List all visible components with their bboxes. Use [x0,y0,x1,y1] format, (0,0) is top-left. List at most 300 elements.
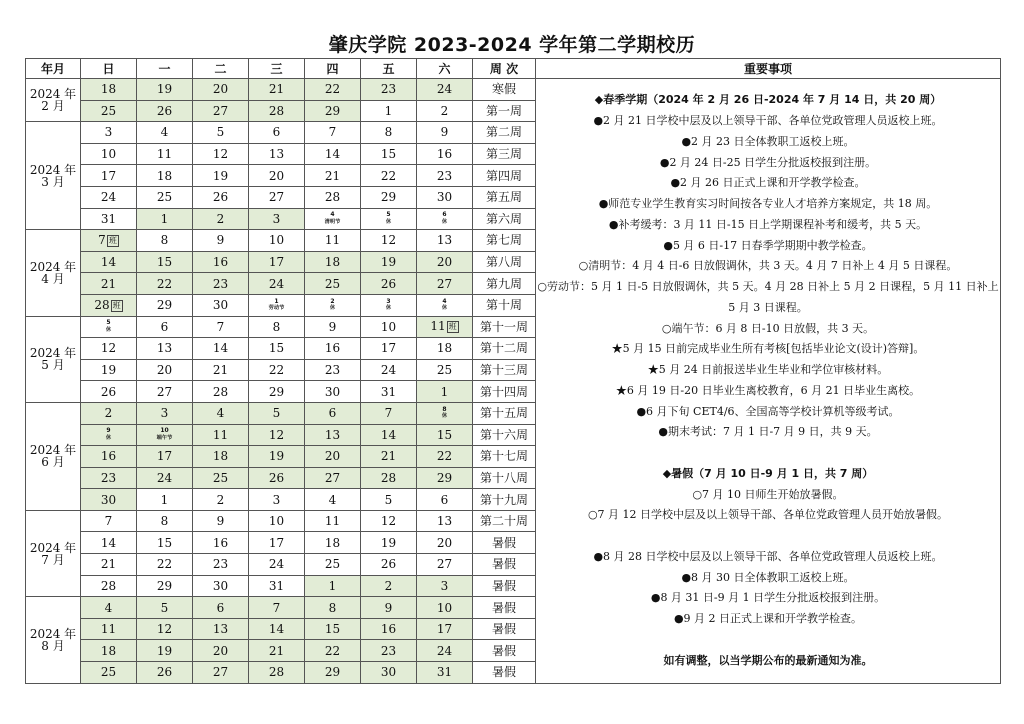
day-cell-thu [305,575,361,597]
day-number: 2 [384,578,393,593]
day-cell-sat [417,381,473,403]
day-cell-wed [249,424,305,446]
day-number: 22 [156,276,173,291]
day-cell-wed [249,251,305,273]
day-cell-mon [137,424,193,446]
day-number: 27 [212,103,229,118]
day-number: 10 [268,233,285,248]
month-label-line: 2024 年 [29,443,77,458]
day-number: 24 [380,363,397,378]
day-cell-wed [249,662,305,684]
day-cell-tue [193,100,249,122]
day-cell-sat [417,143,473,165]
event-item: ●师范专业学生教育实习时间按各专业人才培养方案规定，共 18 周。 [598,197,938,211]
day-number: 18 [100,643,117,658]
day-number: 30 [212,578,229,593]
event-spacer [536,526,1000,547]
day-number: 16 [212,255,229,270]
day-cell-thu [305,186,361,208]
day-cell-fri [361,446,417,468]
day-cell-mon [137,186,193,208]
event-item: ●5 月 6 日-17 日春季学期期中教学检查。 [663,238,873,252]
day-cell-wed [249,338,305,360]
day-cell-sun [81,338,137,360]
day-number: 25 [324,276,341,291]
day-number: 9 [106,427,111,435]
day-number: 11 [212,427,229,442]
day-number: 11 [100,622,117,637]
day-number: 10 [380,319,397,334]
day-number: 19 [380,535,397,550]
day-cell-sun [81,165,137,187]
day-number: 25 [156,190,173,205]
day-number: 17 [436,622,453,637]
day-cell-wed [249,208,305,230]
holiday-label: 休 [105,435,112,441]
day-number: 1 [328,578,337,593]
day-cell-tue [193,230,249,252]
day-cell-sat [417,618,473,640]
makeup-day-badge: 班 [448,322,457,332]
event-item: ●9 月 2 日正式上课和开学教学检查。 [673,612,863,626]
day-cell-sun [81,79,137,101]
page-title: 肇庆学院 2023-2024 学年第二学期校历 [328,34,696,56]
event-item: ○7 月 10 日师生开始放暑假。 [692,487,844,501]
day-number: 2 [216,211,225,226]
day-number: 29 [324,665,341,680]
day-number: 8 [328,600,337,615]
day-number: 10 [100,147,117,162]
day-number: 17 [100,168,117,183]
day-number: 22 [380,168,397,183]
header-mon: 一 [137,59,193,79]
day-cell-wed [249,532,305,554]
month-label-line: 2024 年 [29,87,77,102]
day-cell-mon [137,338,193,360]
day-number: 19 [100,363,117,378]
day-cell-wed [249,230,305,252]
day-cell-sat [417,467,473,489]
day-cell-tue [193,122,249,144]
day-cell-sun [81,532,137,554]
day-cell-sat [417,273,473,295]
day-cell-sun [81,424,137,446]
week-label: 第六周 [473,208,536,230]
day-number: 23 [380,82,397,97]
day-cell-mon [137,467,193,489]
day-number: 26 [156,103,173,118]
event-item: ●8 月 30 日全体教职工返校上班。 [681,570,855,584]
day-cell-thu [305,640,361,662]
day-number: 15 [436,427,453,442]
day-cell-thu [305,381,361,403]
day-cell-fri [361,79,417,101]
day-cell-mon [137,446,193,468]
day-cell-fri [361,165,417,187]
day-cell-thu [305,208,361,230]
day-number: 1 [274,297,279,305]
day-number: 31 [436,665,453,680]
day-cell-fri [361,467,417,489]
header-tue: 二 [193,59,249,79]
holiday-label: 清明节 [324,219,341,225]
day-number: 15 [156,255,173,270]
day-cell-tue [193,186,249,208]
day-cell-tue [193,532,249,554]
day-number: 5 [386,211,391,219]
event-item: ○劳动节：5 月 1 日-5 日放假调休，共 5 天。4 月 28 日补上 5 月 2 日课程，5 月 11 日补上 5 月 3 日课程。 [537,280,999,314]
day-cell-sat [417,489,473,511]
day-cell-thu [305,489,361,511]
day-number: 9 [216,233,225,248]
day-cell-fri [361,273,417,295]
day-number: 10 [160,427,169,435]
day-cell-sat [417,554,473,576]
week-label: 第十九周 [473,489,536,511]
day-cell-wed [249,640,305,662]
week-label: 第二十周 [473,510,536,532]
day-number: 1 [160,211,169,226]
holiday-label: 休 [105,327,112,333]
day-number: 17 [380,341,397,356]
month-label-line: 2 月 [41,99,65,114]
day-cell-thu [305,597,361,619]
day-number: 6 [440,492,449,507]
day-cell-tue [193,640,249,662]
day-number: 12 [268,427,285,442]
day-cell-sun [81,251,137,273]
day-number: 7 [98,232,106,247]
day-cell-fri [361,251,417,273]
day-cell-thu [305,532,361,554]
day-number: 31 [380,384,397,399]
day-number: 6 [442,211,447,219]
day-cell-sat [417,79,473,101]
month-label-line: 3 月 [41,174,65,189]
day-cell-sun [81,208,137,230]
makeup-day-badge: 班 [108,235,117,245]
day-number: 20 [436,535,453,550]
week-label: 暑假 [473,554,536,576]
week-label: 暑假 [473,532,536,554]
day-cell-tue [193,467,249,489]
day-number: 21 [268,82,285,97]
day-number: 25 [212,470,229,485]
day-number: 11 [430,319,446,334]
day-cell-thu [305,79,361,101]
week-label: 第八周 [473,251,536,273]
day-cell-fri [361,143,417,165]
day-number: 14 [212,341,229,356]
day-number: 29 [156,578,173,593]
day-number: 4 [442,297,447,305]
day-number: 29 [324,103,341,118]
month-label-line: 7 月 [41,552,65,567]
month-label [26,122,81,230]
day-number: 28 [212,384,229,399]
day-cell-thu [305,402,361,424]
day-number: 30 [436,190,453,205]
day-number: 24 [436,643,453,658]
day-number: 15 [380,147,397,162]
day-cell-thu [305,165,361,187]
day-cell-wed [249,273,305,295]
event-item: ★5 月 15 日前完成毕业生所有考核[包括毕业论文(设计)答辩]。 [611,342,925,356]
day-cell-wed [249,446,305,468]
holiday-label: 休 [385,305,392,312]
day-cell-sun [81,381,137,403]
day-number: 6 [272,125,281,140]
holiday-label: 休 [441,219,448,225]
day-number: 16 [380,622,397,637]
day-cell-sun [81,273,137,295]
day-cell-wed [249,79,305,101]
day-number: 14 [100,255,117,270]
events-panel [536,79,1001,684]
day-number: 22 [324,643,341,658]
day-cell-sun [81,597,137,619]
day-cell-sat [417,597,473,619]
event-item: ●2 月 21 日学校中层及以上领导干部、各单位党政管理人员返校上班。 [593,114,943,128]
day-number: 24 [268,557,285,572]
day-number: 26 [268,470,285,485]
day-number: 25 [100,665,117,680]
day-cell-mon [137,79,193,101]
day-number: 21 [212,363,229,378]
day-cell-mon [137,662,193,684]
day-cell-sat [417,251,473,273]
day-number: 8 [160,233,169,248]
day-cell-mon [137,143,193,165]
day-cell-thu [305,143,361,165]
day-number: 4 [104,600,113,615]
day-number: 28 [268,103,285,118]
day-cell-tue [193,575,249,597]
day-number: 30 [380,665,397,680]
day-cell-sat [417,208,473,230]
day-cell-sun [81,230,137,252]
day-number: 18 [324,255,341,270]
day-cell-wed [249,597,305,619]
day-cell-fri [361,294,417,316]
day-number: 5 [160,600,169,615]
day-number: 2 [104,406,113,421]
day-number: 23 [324,363,341,378]
header-thu: 四 [305,59,361,79]
event-item: ●6 月下旬 CET4/6、全国高等学校计算机等级考试。 [636,404,900,418]
day-number: 23 [212,276,229,291]
day-number: 6 [328,406,337,421]
day-number: 7 [272,600,281,615]
school-calendar-table [25,58,1001,684]
day-cell-fri [361,532,417,554]
day-cell-sun [81,467,137,489]
day-cell-sun [81,294,137,316]
day-cell-fri [361,510,417,532]
event-item: ●2 月 24 日-25 日学生分批返校报到注册。 [659,155,877,169]
day-number: 9 [216,514,225,529]
day-cell-wed [249,402,305,424]
day-number: 3 [272,211,281,226]
day-cell-mon [137,575,193,597]
day-number: 11 [324,514,341,529]
day-cell-wed [249,316,305,338]
day-cell-tue [193,359,249,381]
day-number: 4 [160,125,169,140]
holiday-label: 休 [441,305,448,312]
day-number: 22 [156,557,173,572]
day-cell-tue [193,79,249,101]
day-number: 13 [436,514,453,529]
day-cell-thu [305,618,361,640]
day-number: 15 [156,535,173,550]
day-cell-tue [193,273,249,295]
day-number: 31 [100,211,117,226]
day-cell-fri [361,489,417,511]
day-cell-wed [249,143,305,165]
day-number: 3 [440,578,449,593]
day-cell-thu [305,662,361,684]
day-cell-thu [305,294,361,316]
day-cell-sun [81,122,137,144]
day-cell-sun [81,618,137,640]
day-cell-sun [81,402,137,424]
day-cell-fri [361,230,417,252]
day-number: 29 [380,190,397,205]
header-week: 周 次 [473,59,536,79]
week-label: 第十周 [473,294,536,316]
day-cell-wed [249,554,305,576]
month-label [26,402,81,510]
day-cell-tue [193,143,249,165]
day-number: 11 [324,233,341,248]
event-item: ●8 月 28 日学校中层及以上领导干部、各单位党政管理人员返校上班。 [593,549,943,563]
day-number: 7 [216,319,225,334]
day-cell-fri [361,575,417,597]
day-cell-sat [417,122,473,144]
day-cell-sat [417,338,473,360]
day-cell-wed [249,186,305,208]
month-label-line: 2024 年 [29,259,77,274]
day-cell-mon [137,316,193,338]
holiday-label: 休 [441,413,448,420]
week-label: 暑假 [473,597,536,619]
day-cell-fri [361,359,417,381]
day-cell-thu [305,230,361,252]
day-number: 9 [328,319,337,334]
day-cell-sat [417,532,473,554]
event-item: ●补考缓考：3 月 11 日-15 日上学期课程补考和缓考，共 5 天。 [608,217,928,231]
day-cell-fri [361,424,417,446]
day-cell-fri [361,662,417,684]
day-number: 28 [94,297,110,312]
day-cell-sat [417,186,473,208]
event-item: ○7 月 12 日学校中层及以上领导干部、各单位党政管理人员开始放暑假。 [587,508,949,522]
day-number: 18 [156,168,173,183]
day-number: 18 [100,82,117,97]
day-cell-wed [249,100,305,122]
day-number: 8 [160,514,169,529]
day-number: 10 [436,600,453,615]
day-cell-tue [193,208,249,230]
week-label: 暑假 [473,662,536,684]
day-number: 28 [380,470,397,485]
day-number: 29 [268,384,285,399]
day-number: 1 [384,103,393,118]
day-number: 16 [436,147,453,162]
week-label: 第五周 [473,186,536,208]
day-cell-mon [137,554,193,576]
day-cell-mon [137,640,193,662]
day-number: 22 [436,449,453,464]
day-cell-thu [305,467,361,489]
day-cell-fri [361,618,417,640]
day-cell-thu [305,273,361,295]
day-cell-wed [249,122,305,144]
day-cell-fri [361,597,417,619]
header-wed: 三 [249,59,305,79]
day-cell-tue [193,510,249,532]
day-number: 20 [324,449,341,464]
day-cell-mon [137,489,193,511]
day-cell-thu [305,100,361,122]
day-cell-wed [249,294,305,316]
day-number: 21 [380,449,397,464]
day-number: 2 [330,297,335,305]
week-label: 第四周 [473,165,536,187]
day-cell-fri [361,100,417,122]
event-item: ●2 月 26 日正式上课和开学教学检查。 [670,176,866,190]
day-number: 12 [100,341,117,356]
day-cell-sat [417,446,473,468]
day-number: 3 [272,492,281,507]
week-label: 暑假 [473,618,536,640]
day-number: 13 [436,233,453,248]
day-number: 28 [324,190,341,205]
day-cell-wed [249,575,305,597]
holiday-label: 休 [329,305,336,312]
week-label: 第七周 [473,230,536,252]
day-number: 8 [384,125,393,140]
day-cell-sun [81,100,137,122]
header-row [26,59,1001,79]
day-number: 1 [440,384,449,399]
holiday-label: 劳动节 [268,305,285,312]
makeup-day-badge: 班 [112,300,121,310]
day-number: 17 [268,535,285,550]
day-number: 19 [380,255,397,270]
day-number: 20 [212,82,229,97]
day-number: 27 [436,557,453,572]
day-number: 21 [100,557,117,572]
day-cell-mon [137,294,193,316]
day-number: 4 [328,492,337,507]
day-number: 26 [100,384,117,399]
month-label [26,316,81,402]
holiday-label: 休 [385,219,392,225]
day-cell-sat [417,165,473,187]
day-cell-wed [249,618,305,640]
week-label: 第三周 [473,143,536,165]
week-label: 第十一周 [473,316,536,338]
day-number: 29 [156,298,173,313]
day-number: 26 [212,190,229,205]
week-label: 第十二周 [473,338,536,360]
day-number: 21 [324,168,341,183]
day-number: 21 [268,643,285,658]
day-cell-sun [81,662,137,684]
day-cell-sat [417,402,473,424]
